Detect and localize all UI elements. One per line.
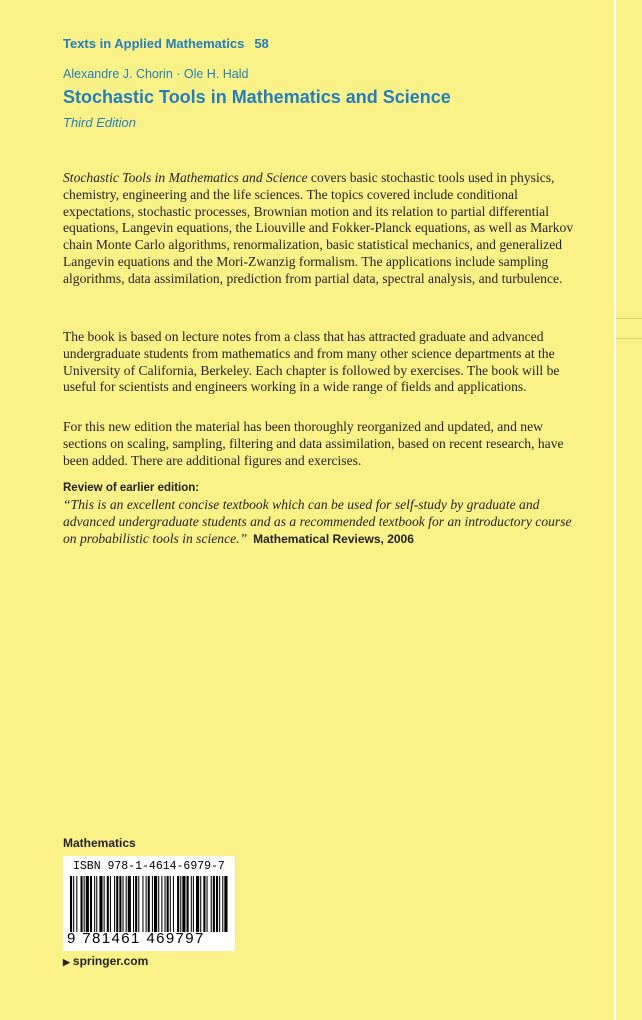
spine-divider-2 bbox=[616, 338, 642, 339]
barcode-bar bbox=[216, 876, 218, 932]
barcode-bar bbox=[165, 876, 166, 932]
barcode-bar bbox=[76, 876, 77, 932]
barcode-bar bbox=[126, 876, 127, 932]
barcode-bar bbox=[96, 876, 97, 932]
paragraph-1-text: covers basic stochastic tools used in physics, chemistry, engineering and the life sciences. The topics covered include conditional expectations, stochastic processes, Brownian motion and its relation to partial differential equations, Langevin equations, the Liouville and Fokker-Planck equations, as well as Markov chain Monte Carlo algorithms, renormalization, basic statistical mechanics, and generalized Langevin equations and the Mori-Zwanzig formalism. The applications include sampling algorithms, data assimilation, prediction from partial data, spectral analysis, and turbulence. bbox=[63, 170, 574, 286]
barcode-bar bbox=[182, 876, 185, 932]
series-number: 58 bbox=[254, 36, 269, 51]
barcode-bar bbox=[99, 876, 102, 932]
barcode-bar bbox=[135, 876, 137, 932]
barcode-bar bbox=[86, 876, 89, 932]
barcode-bars bbox=[70, 876, 228, 932]
barcode-bar bbox=[119, 876, 121, 932]
barcode-bar bbox=[148, 876, 150, 932]
barcode-bar bbox=[167, 876, 169, 932]
website-link[interactable] bbox=[63, 954, 148, 968]
barcode-bar bbox=[107, 876, 109, 932]
barcode-bar bbox=[170, 876, 171, 932]
barcode-bar bbox=[196, 876, 199, 932]
review-source: Mathematical Reviews, 2006 bbox=[253, 532, 414, 546]
barcode-bar bbox=[110, 876, 111, 932]
barcode-bar bbox=[203, 876, 205, 932]
spine-divider-1 bbox=[616, 318, 642, 319]
barcode-bar bbox=[94, 876, 95, 932]
review-quote-block bbox=[63, 496, 583, 548]
barcode-bar bbox=[222, 876, 223, 932]
barcode-bar bbox=[191, 876, 192, 932]
barcode-bar bbox=[70, 876, 72, 932]
barcode-bar bbox=[158, 876, 159, 932]
authors: Alexandre J. Chorin · Ole H. Hald bbox=[63, 67, 249, 81]
spine-edge bbox=[614, 0, 642, 1020]
barcode-bar bbox=[154, 876, 157, 932]
barcode-bar bbox=[193, 876, 194, 932]
barcode-bar bbox=[146, 876, 147, 932]
inline-book-title: Stochastic Tools in Mathematics and Science bbox=[63, 170, 308, 185]
description-paragraph-1 bbox=[63, 170, 583, 288]
barcode-bar bbox=[116, 876, 118, 932]
isbn-text: ISBN 978-1-4614-6979-7 bbox=[73, 860, 225, 873]
barcode-bar bbox=[187, 876, 189, 932]
barcode-bar bbox=[123, 876, 124, 932]
arrow-icon: ▶ bbox=[63, 957, 70, 967]
barcode-bar bbox=[152, 876, 153, 932]
barcode-bar bbox=[138, 876, 139, 932]
barcode-bar bbox=[180, 876, 181, 932]
barcode-bar bbox=[142, 876, 143, 932]
review-quote: “This is an excellent concise textbook which can be used for self-study by graduate and advanced undergraduate students and as a recommended textbook for an introductory course on probabilistic tools in science.” bbox=[63, 497, 572, 546]
barcode-bar bbox=[128, 876, 131, 932]
ean-digits: 9 781461 469797 bbox=[67, 930, 205, 947]
barcode-bar bbox=[173, 876, 174, 932]
barcode-bar bbox=[219, 876, 220, 932]
subject-label: Mathematics bbox=[63, 836, 136, 850]
barcode bbox=[63, 856, 235, 951]
barcode-bar bbox=[90, 876, 92, 932]
barcode-bar bbox=[211, 876, 212, 932]
barcode-bar bbox=[224, 876, 227, 932]
book-title: Stochastic Tools in Mathematics and Science bbox=[63, 87, 451, 107]
barcode-bar bbox=[161, 876, 162, 932]
barcode-bar bbox=[84, 876, 85, 932]
barcode-bar bbox=[207, 876, 208, 932]
website-text: springer.com bbox=[72, 954, 149, 968]
barcode-bar bbox=[73, 876, 74, 932]
barcode-bar bbox=[104, 876, 105, 932]
barcode-bar bbox=[213, 876, 215, 932]
edition: Third Edition bbox=[63, 115, 136, 130]
description-paragraph-3: For this new edition the material has been thoroughly reorganized and updated, and new sections on scaling, sampling, filtering and data assimilation, based on recent research, have been added. There are additional figures and exercises. bbox=[63, 419, 564, 468]
barcode-bar bbox=[81, 876, 83, 932]
series-line bbox=[63, 36, 269, 51]
barcode-bar bbox=[177, 876, 179, 932]
description-paragraph-2: The book is based on lecture notes from a class that has attracted graduate and advanced undergraduate students from mathematics and from many other science departments at the University of California, Berkeley. Each chapter is followed by exercises. The book will be useful for scientists and engineers working in a wide range of fields and applications. bbox=[63, 329, 560, 395]
barcode-bar bbox=[200, 876, 201, 932]
review-heading: Review of earlier edition: bbox=[63, 482, 200, 494]
series-name: Texts in Applied Mathematics bbox=[63, 36, 245, 51]
barcode-bar bbox=[133, 876, 134, 932]
barcode-bar bbox=[114, 876, 115, 932]
